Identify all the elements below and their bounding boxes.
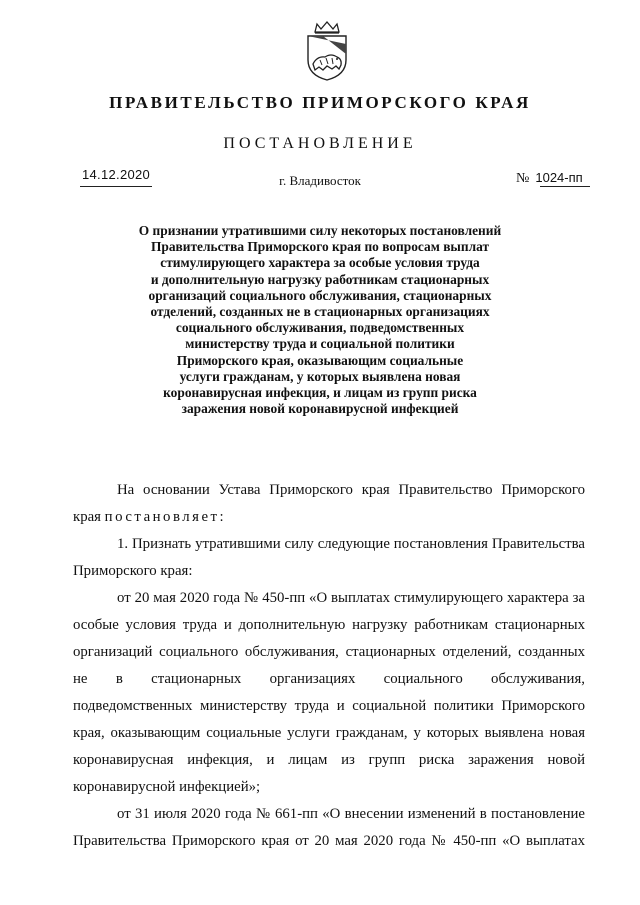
subject-line: отделений, созданных не в стационарных организациях xyxy=(150,304,490,320)
body-line: Правительства Приморского края от 20 мая 2020 года № 450-пп «О выплатах xyxy=(73,833,585,849)
subject-line: организаций социального обслуживания, стационарных xyxy=(148,287,492,303)
coat-of-arms-icon xyxy=(301,20,353,82)
subject-line: Приморского края, оказывающим социальные xyxy=(176,352,464,368)
subject-line: коронавирусная инфекция, и лицам из групп риска xyxy=(163,385,477,401)
subject-line: заражения новой коронавирусной инфекцией xyxy=(181,401,459,417)
body-line: коронавирусная инфекция, и лицам из групп риска заражения новой xyxy=(73,752,585,768)
number-value: 1024-пп xyxy=(535,170,583,185)
body-line: коронавирусной инфекцией»; xyxy=(73,779,261,795)
body-line: Приморского края: xyxy=(73,563,193,579)
number-sign: № xyxy=(516,171,530,186)
body-line: края, оказывающим социальные услуги гражданам, у которых выявлена новая xyxy=(73,725,585,741)
government-title: ПРАВИТЕЛЬСТВО ПРИМОРСКОГО КРАЯ xyxy=(109,93,531,112)
body-line: не в стационарных организациях социального обслуживания, xyxy=(73,671,585,687)
document-body xyxy=(73,477,585,855)
subject-line: услуги гражданам, у которых выявлена новая xyxy=(179,368,461,384)
body-line: 1. Признать утратившими силу следующие постановления Правительства xyxy=(117,536,585,552)
subject-line: министерству труда и социальной политики xyxy=(185,336,455,352)
body-line: от 20 мая 2020 года № 450-пп «О выплатах стимулирующего характера за xyxy=(117,590,585,606)
body-line: от 31 июля 2020 года № 661-пп «О внесении изменений в постановление xyxy=(117,806,585,822)
document-date: 14.12.2020 xyxy=(82,167,151,182)
body-line: На основании Устава Приморского края Правительство Приморского xyxy=(117,482,585,498)
subject-line: О признании утратившими силу некоторых постановлений xyxy=(138,223,502,238)
subject-line: Правительства Приморского края по вопросам выплат xyxy=(150,239,490,255)
subject-line: и дополнительную нагрузку работникам стационарных xyxy=(150,271,490,287)
body-line: особые условия труда и дополнительную нагрузку работникам стационарных xyxy=(73,617,585,633)
number-underline xyxy=(540,186,590,187)
body-line xyxy=(73,504,585,531)
subject-line: социального обслуживания, подведомственных xyxy=(175,320,465,336)
document-number xyxy=(516,170,583,187)
body-line: подведомственных министерству труда и социальной политики Приморского xyxy=(73,698,585,714)
document-city: г. Владивосток xyxy=(279,173,361,188)
document-type: ПОСТАНОВЛЕНИЕ xyxy=(223,135,417,152)
basis-prefix: края xyxy=(73,509,101,525)
document-subject xyxy=(100,223,540,417)
body-line: организаций социального обслуживания, стационарных отделений, созданных xyxy=(73,644,585,660)
resolves-word: постановляет: xyxy=(104,509,227,525)
subject-line: стимулирующего характера за особые условия труда xyxy=(160,255,480,271)
